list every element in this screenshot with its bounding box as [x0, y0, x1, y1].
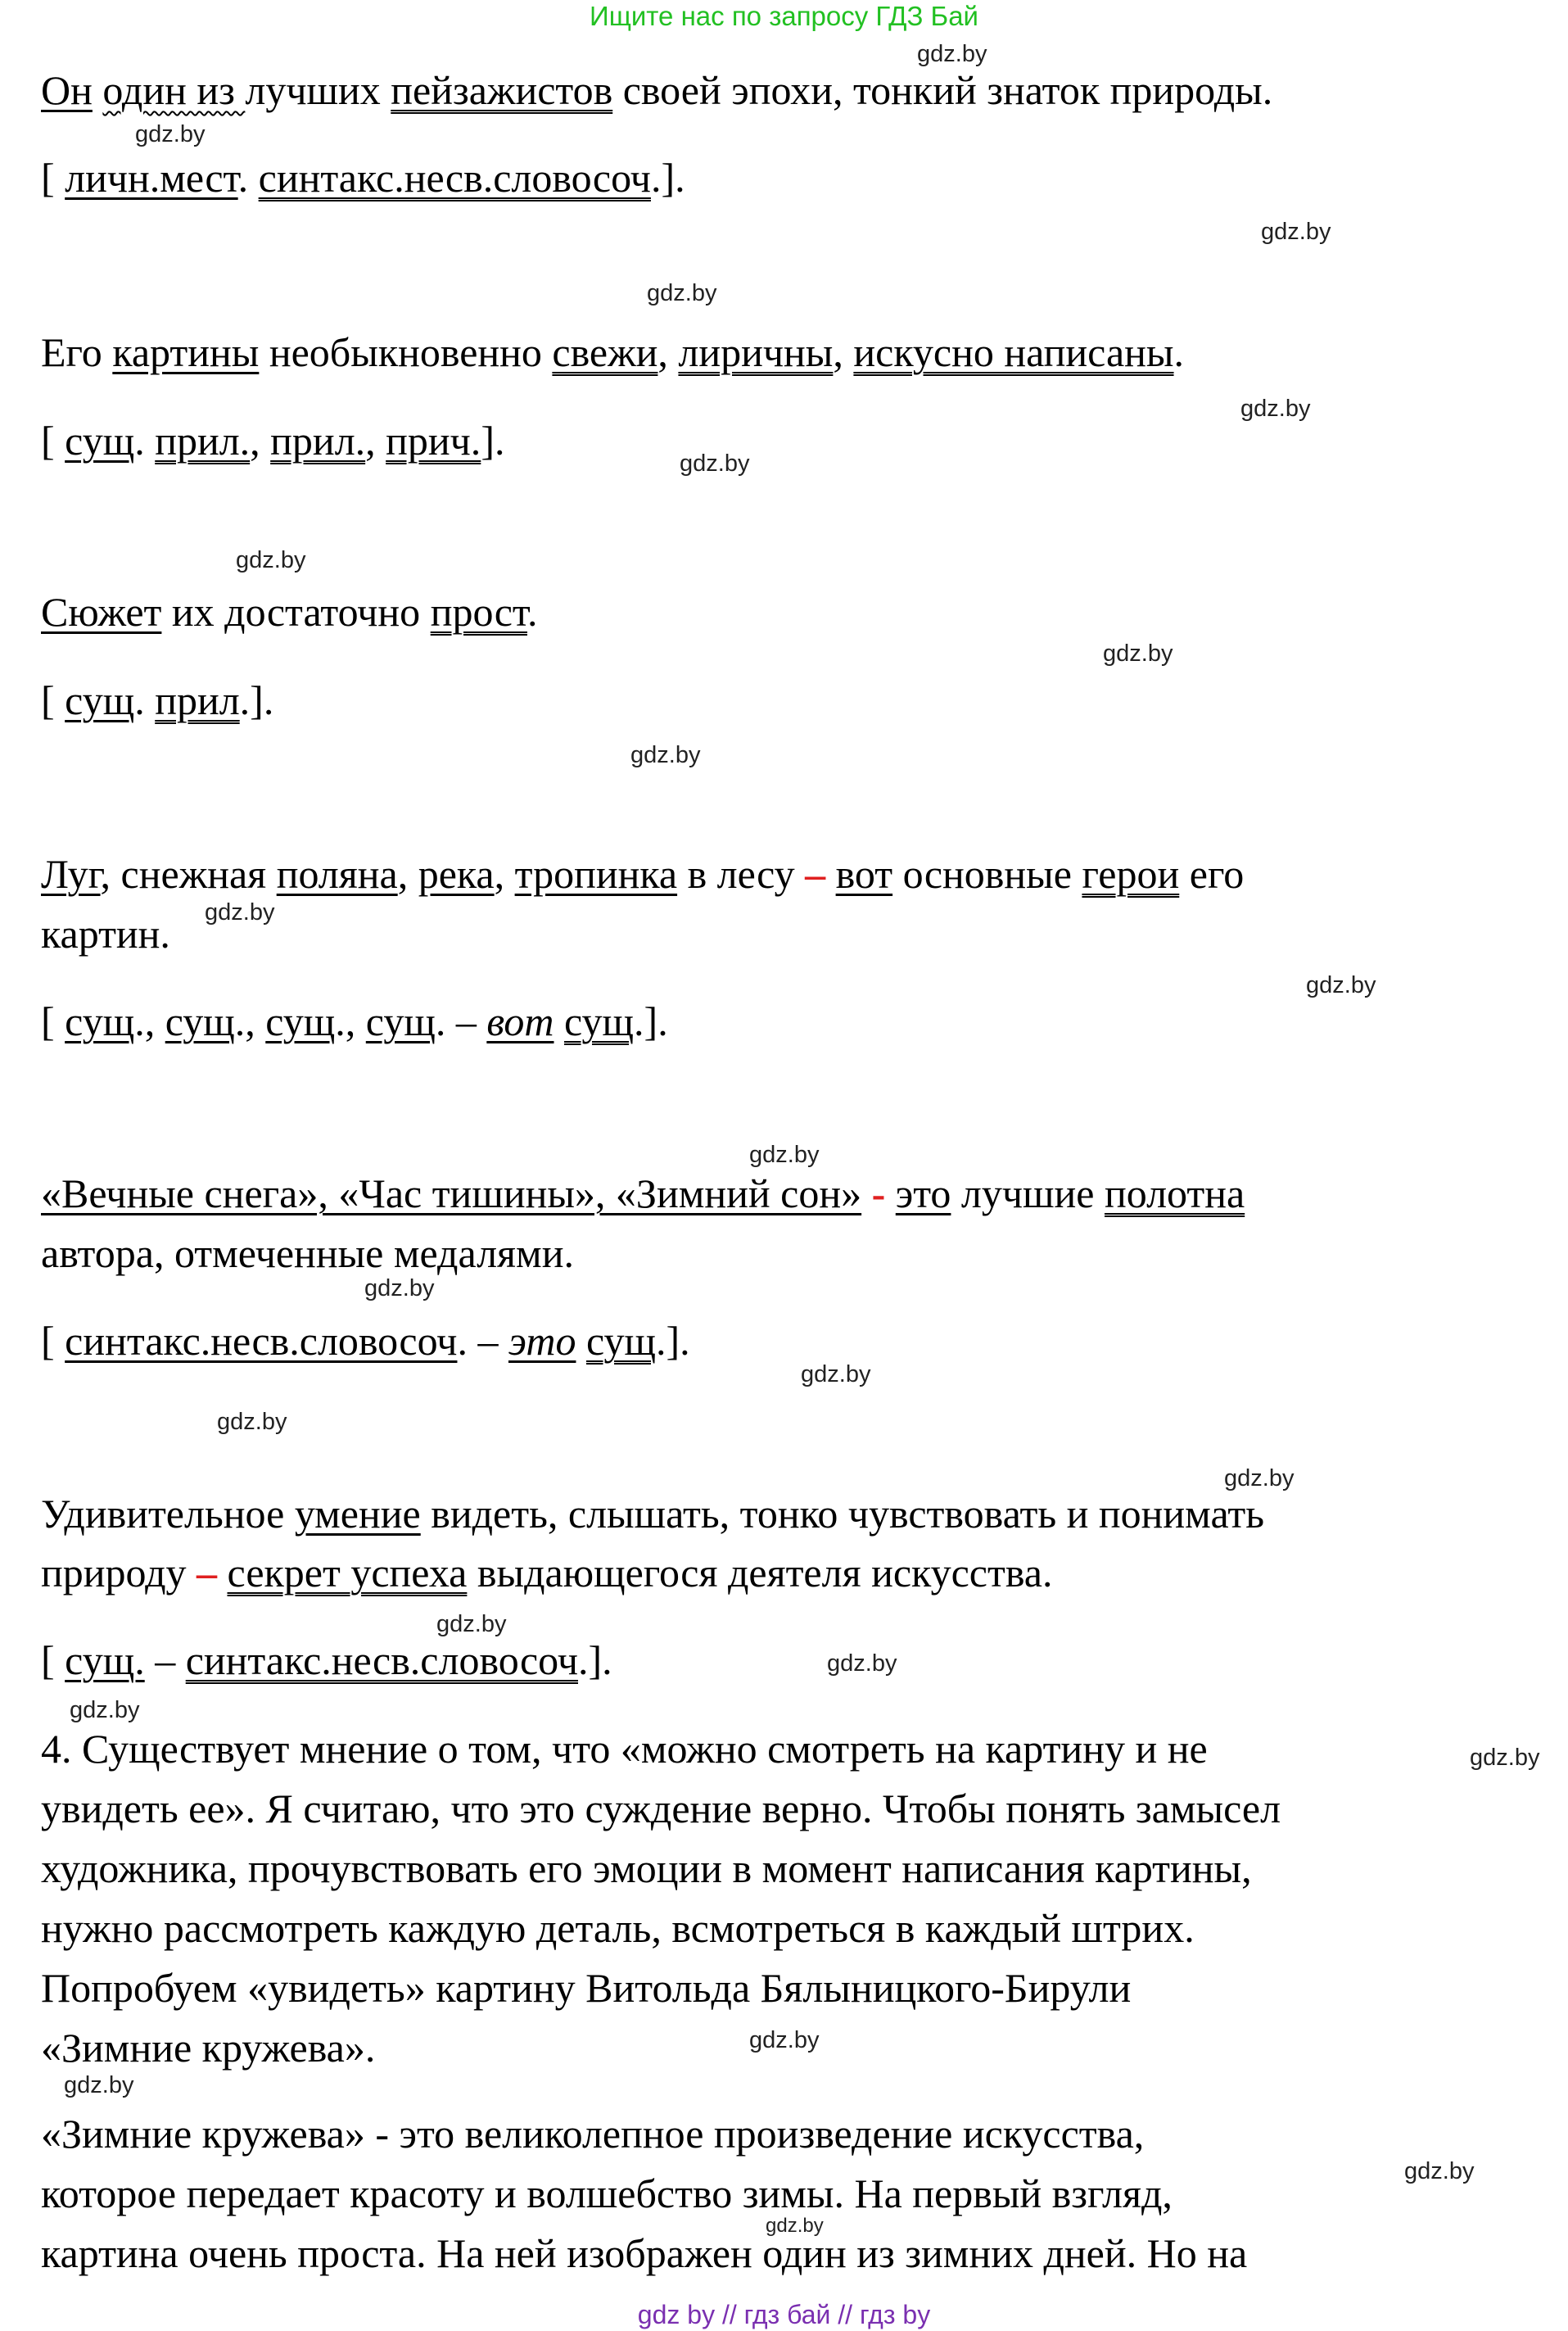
sentence-6-text-line1: Удивительное умение видеть, слышать, тонко чувствовать и понимать	[41, 1491, 1265, 1537]
watermark: gdz.by	[749, 1142, 820, 1168]
watermark: gdz.by	[766, 2215, 824, 2237]
essay-line: Попробуем «увидеть» картину Витольда Бялыницкого-Бирули	[41, 1965, 1132, 2011]
sentence-6-scheme: [ сущ. – синтакс.несв.словосоч.].	[41, 1637, 612, 1683]
sentence-4-text-line2: картин.	[41, 911, 170, 957]
watermark: gdz.by	[749, 2027, 820, 2053]
watermark: gdz.by	[64, 2072, 134, 2098]
sentence-6-text-line2: природу – секрет успеха выдающегося деятеля искусства.	[41, 1550, 1053, 1595]
essay-line: которое передает красоту и волшебство зимы. На первый взгляд,	[41, 2170, 1173, 2216]
watermark: gdz.by	[217, 1409, 287, 1435]
watermark: gdz.by	[1306, 972, 1376, 998]
watermark: gdz.by	[1103, 640, 1173, 667]
essay-line: «Зимние кружева».	[41, 2025, 376, 2071]
sentence-1-text: Он один из лучших пейзажистов своей эпохи, тонкий знаток природы.	[41, 67, 1273, 113]
watermark: gdz.by	[680, 450, 750, 477]
essay-line: картина очень проста. На ней изображен один из зимних дней. Но на	[41, 2230, 1248, 2276]
sentence-4-scheme: [ сущ., сущ., сущ., сущ. – вот сущ.].	[41, 998, 668, 1044]
essay-line: 4. Существует мнение о том, что «можно смотреть на картину и не	[41, 1726, 1208, 1772]
watermark: gdz.by	[205, 899, 275, 926]
watermark: gdz.by	[917, 41, 987, 67]
watermark: gdz.by	[647, 280, 717, 306]
watermark: gdz.by	[70, 1697, 140, 1723]
watermark: gdz.by	[630, 742, 701, 768]
essay-line: художника, прочувствовать его эмоции в момент написания картины,	[41, 1845, 1252, 1891]
essay-line: нужно рассмотреть каждую деталь, всмотреться в каждый штрих.	[41, 1905, 1195, 1951]
essay-line: увидеть ее». Я считаю, что это суждение верно. Чтобы понять замысел	[41, 1786, 1281, 1831]
watermark: gdz.by	[1224, 1465, 1295, 1491]
search-banner: Ищите нас по запросу ГДЗ Бай	[590, 1, 978, 31]
watermark: gdz.by	[801, 1361, 871, 1387]
watermark: gdz.by	[1261, 219, 1331, 245]
watermark: gdz.by	[1240, 396, 1311, 422]
watermark: gdz.by	[827, 1650, 897, 1677]
subject-word: Он	[41, 67, 93, 113]
watermark: gdz.by	[436, 1611, 507, 1637]
sentence-5-text-line1: «Вечные снега», «Час тишины», «Зимний сон» - это лучшие полотна	[41, 1170, 1245, 1216]
sentence-5-scheme: [ синтакс.несв.словосоч. – это сущ.].	[41, 1318, 690, 1364]
watermark: gdz.by	[236, 547, 306, 573]
sentence-2-text: Его картины необыкновенно свежи, лиричны, искусно написаны.	[41, 329, 1185, 375]
watermark: gdz.by	[135, 121, 206, 147]
sentence-3-scheme: [ сущ. прил.].	[41, 677, 274, 723]
watermark: gdz.by	[1404, 2158, 1475, 2184]
predicate-word: пейзажистов	[391, 67, 613, 113]
sentence-4-text-line1: Луг, снежная поляна, река, тропинка в лесу – вот основные герои его	[41, 851, 1245, 897]
dash-mark: –	[805, 851, 826, 897]
subject-word: картины	[112, 329, 260, 375]
sentence-1-scheme: [ личн.мест. синтакс.несв.словосоч.].	[41, 155, 685, 201]
watermark: gdz.by	[364, 1275, 435, 1301]
attribute-phrase: один из	[102, 67, 246, 113]
dash-mark: –	[197, 1550, 218, 1595]
sentence-3-text: Сюжет их достаточно прост.	[41, 589, 538, 635]
sentence-2-scheme: [ сущ. прил., прил., прич.].	[41, 418, 505, 464]
footer-banner: gdz by // гдз бай // гдз by	[637, 2300, 931, 2329]
watermark: gdz.by	[1470, 1745, 1540, 1771]
sentence-5-text-line2: автора, отмеченные медалями.	[41, 1230, 574, 1276]
subject-word: Сюжет	[41, 589, 162, 635]
dash-mark: -	[871, 1170, 886, 1216]
essay-line: «Зимние кружева» - это великолепное произведение искусства,	[41, 2111, 1145, 2157]
